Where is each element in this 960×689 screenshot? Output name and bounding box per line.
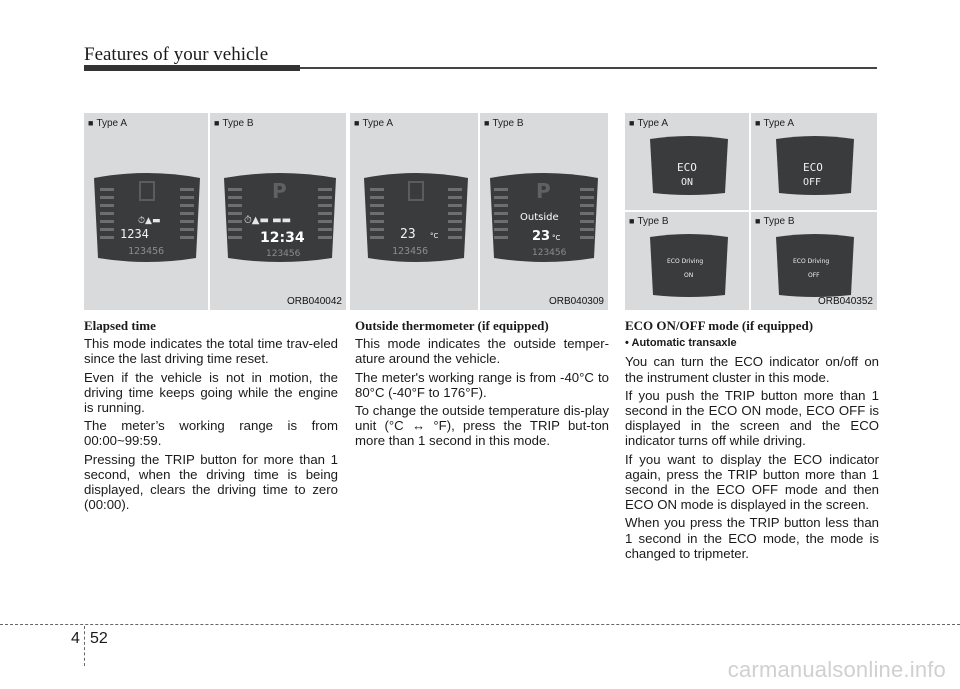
section-heading: Elapsed time — [84, 318, 156, 333]
paragraph: You can turn the ECO indicator on/off on the instrument cluster in this mode. — [625, 354, 879, 385]
watermark-link[interactable]: carmanualsonline.info — [727, 657, 946, 682]
eco-display-type-a-off — [773, 135, 857, 197]
temperature-value: 23 — [400, 227, 416, 242]
display-odometer: 123456 — [532, 248, 567, 258]
type-label: ■ Type B — [484, 118, 524, 129]
display-odometer: 123456 — [392, 246, 429, 257]
eco-display-type-b-on — [647, 233, 731, 299]
footer-divider — [84, 626, 85, 666]
paragraph: This mode indicates the outside temper-ature around the vehicle. — [355, 336, 609, 367]
gear-indicator: P — [536, 179, 551, 203]
paragraph: If you push the TRIP button more than 1 second in the ECO ON mode, ECO OFF is displayed in the screen and the ECO indicator turns off while driving. — [625, 387, 879, 449]
type-label: ■ Type B — [214, 118, 254, 129]
section-outside-thermometer — [355, 318, 609, 452]
page-header-title: Features of your vehicle — [84, 44, 269, 65]
type-label: ■ Type A — [755, 118, 795, 129]
paragraph: When you press the TRIP button less than 1 second in the ECO mode, the mode is changed to tripmeter. — [625, 515, 879, 561]
paragraph: Even if the vehicle is not in motion, the driving time keeps going while the engine is running. — [84, 369, 338, 416]
type-label: ■ Type A — [629, 118, 669, 129]
svg-text:⏱▲▬: ⏱▲▬ — [138, 216, 161, 226]
svg-text:ECO: ECO — [677, 161, 697, 174]
type-label: ■ Type A — [88, 118, 128, 129]
display-odometer: 123456 — [266, 249, 301, 259]
figure-code: ORB040042 — [286, 296, 342, 307]
paragraph: If you want to display the ECO indicator again, press the TRIP button more than 1 second in the ECO OFF mode and then ECO ON mode is displayed in the screen. — [625, 451, 879, 513]
type-label: ■ Type B — [755, 216, 795, 227]
cluster-display-type-b — [220, 168, 340, 266]
figure-code: ORB040352 — [817, 296, 873, 307]
paragraph: The meter’s working range is from 00:00~99:59. — [84, 418, 338, 449]
svg-text:⏱▲▬ ▬▬: ⏱▲▬ ▬▬ — [244, 215, 292, 226]
temperature-value: 23 — [532, 229, 551, 244]
display-main: 12:34 — [260, 230, 305, 246]
type-label: ■ Type A — [354, 118, 394, 129]
outside-caption: Outside — [520, 212, 559, 223]
figure-eco-mode — [625, 113, 877, 310]
svg-text:ECO Driving: ECO Driving — [667, 258, 704, 265]
eco-display-type-a-on — [647, 135, 731, 197]
paragraph: Pressing the TRIP button for more than 1 second, when the driving time is being displayed, clears the driving time to zero (00:00). — [84, 451, 338, 513]
footer-rule — [0, 624, 960, 625]
svg-text:OFF: OFF — [803, 177, 822, 188]
type-label: ■ Type B — [629, 216, 669, 227]
svg-text:ON: ON — [684, 272, 694, 279]
svg-text:OFF: OFF — [808, 272, 820, 279]
display-odometer: 123456 — [128, 246, 165, 257]
paragraph: The meter's working range is from -40°C to 80°C (-40°F to 176°F). — [355, 369, 609, 400]
temperature-unit: °C — [552, 234, 561, 242]
figure-elapsed-time — [84, 113, 346, 310]
figure-outside-thermometer — [350, 113, 608, 310]
cluster-display-type-a — [90, 168, 204, 266]
temperature-unit: °C — [430, 232, 439, 240]
panel-split — [625, 210, 877, 212]
section-heading: Outside thermometer (if equipped) — [355, 318, 549, 333]
cluster-display-type-b — [486, 168, 602, 266]
page-number: 52 — [90, 630, 108, 647]
gear-indicator: P — [272, 179, 287, 203]
svg-text:ECO Driving: ECO Driving — [793, 258, 830, 265]
svg-text:ECO: ECO — [803, 161, 823, 174]
section-elapsed-time — [84, 318, 338, 515]
paragraph: This mode indicates the total time trav-eled since the last driving time reset. — [84, 336, 338, 367]
header-rule-accent — [84, 65, 300, 71]
section-eco-mode — [625, 318, 879, 564]
chapter-number: 4 — [71, 630, 80, 647]
display-main: 1234 — [120, 227, 149, 241]
paragraph: To change the outside temperature dis-play unit (°C ↔ °F), press the TRIP but-ton more than 1 second in this mode. — [355, 403, 609, 449]
eco-display-type-b-off — [773, 233, 857, 299]
bullet-automatic-transaxle: • Automatic transaxle — [625, 337, 737, 350]
figure-code: ORB040309 — [548, 296, 604, 307]
svg-text:ON: ON — [681, 177, 694, 188]
section-heading: ECO ON/OFF mode (if equipped) — [625, 318, 814, 333]
cluster-display-type-a — [360, 168, 472, 266]
